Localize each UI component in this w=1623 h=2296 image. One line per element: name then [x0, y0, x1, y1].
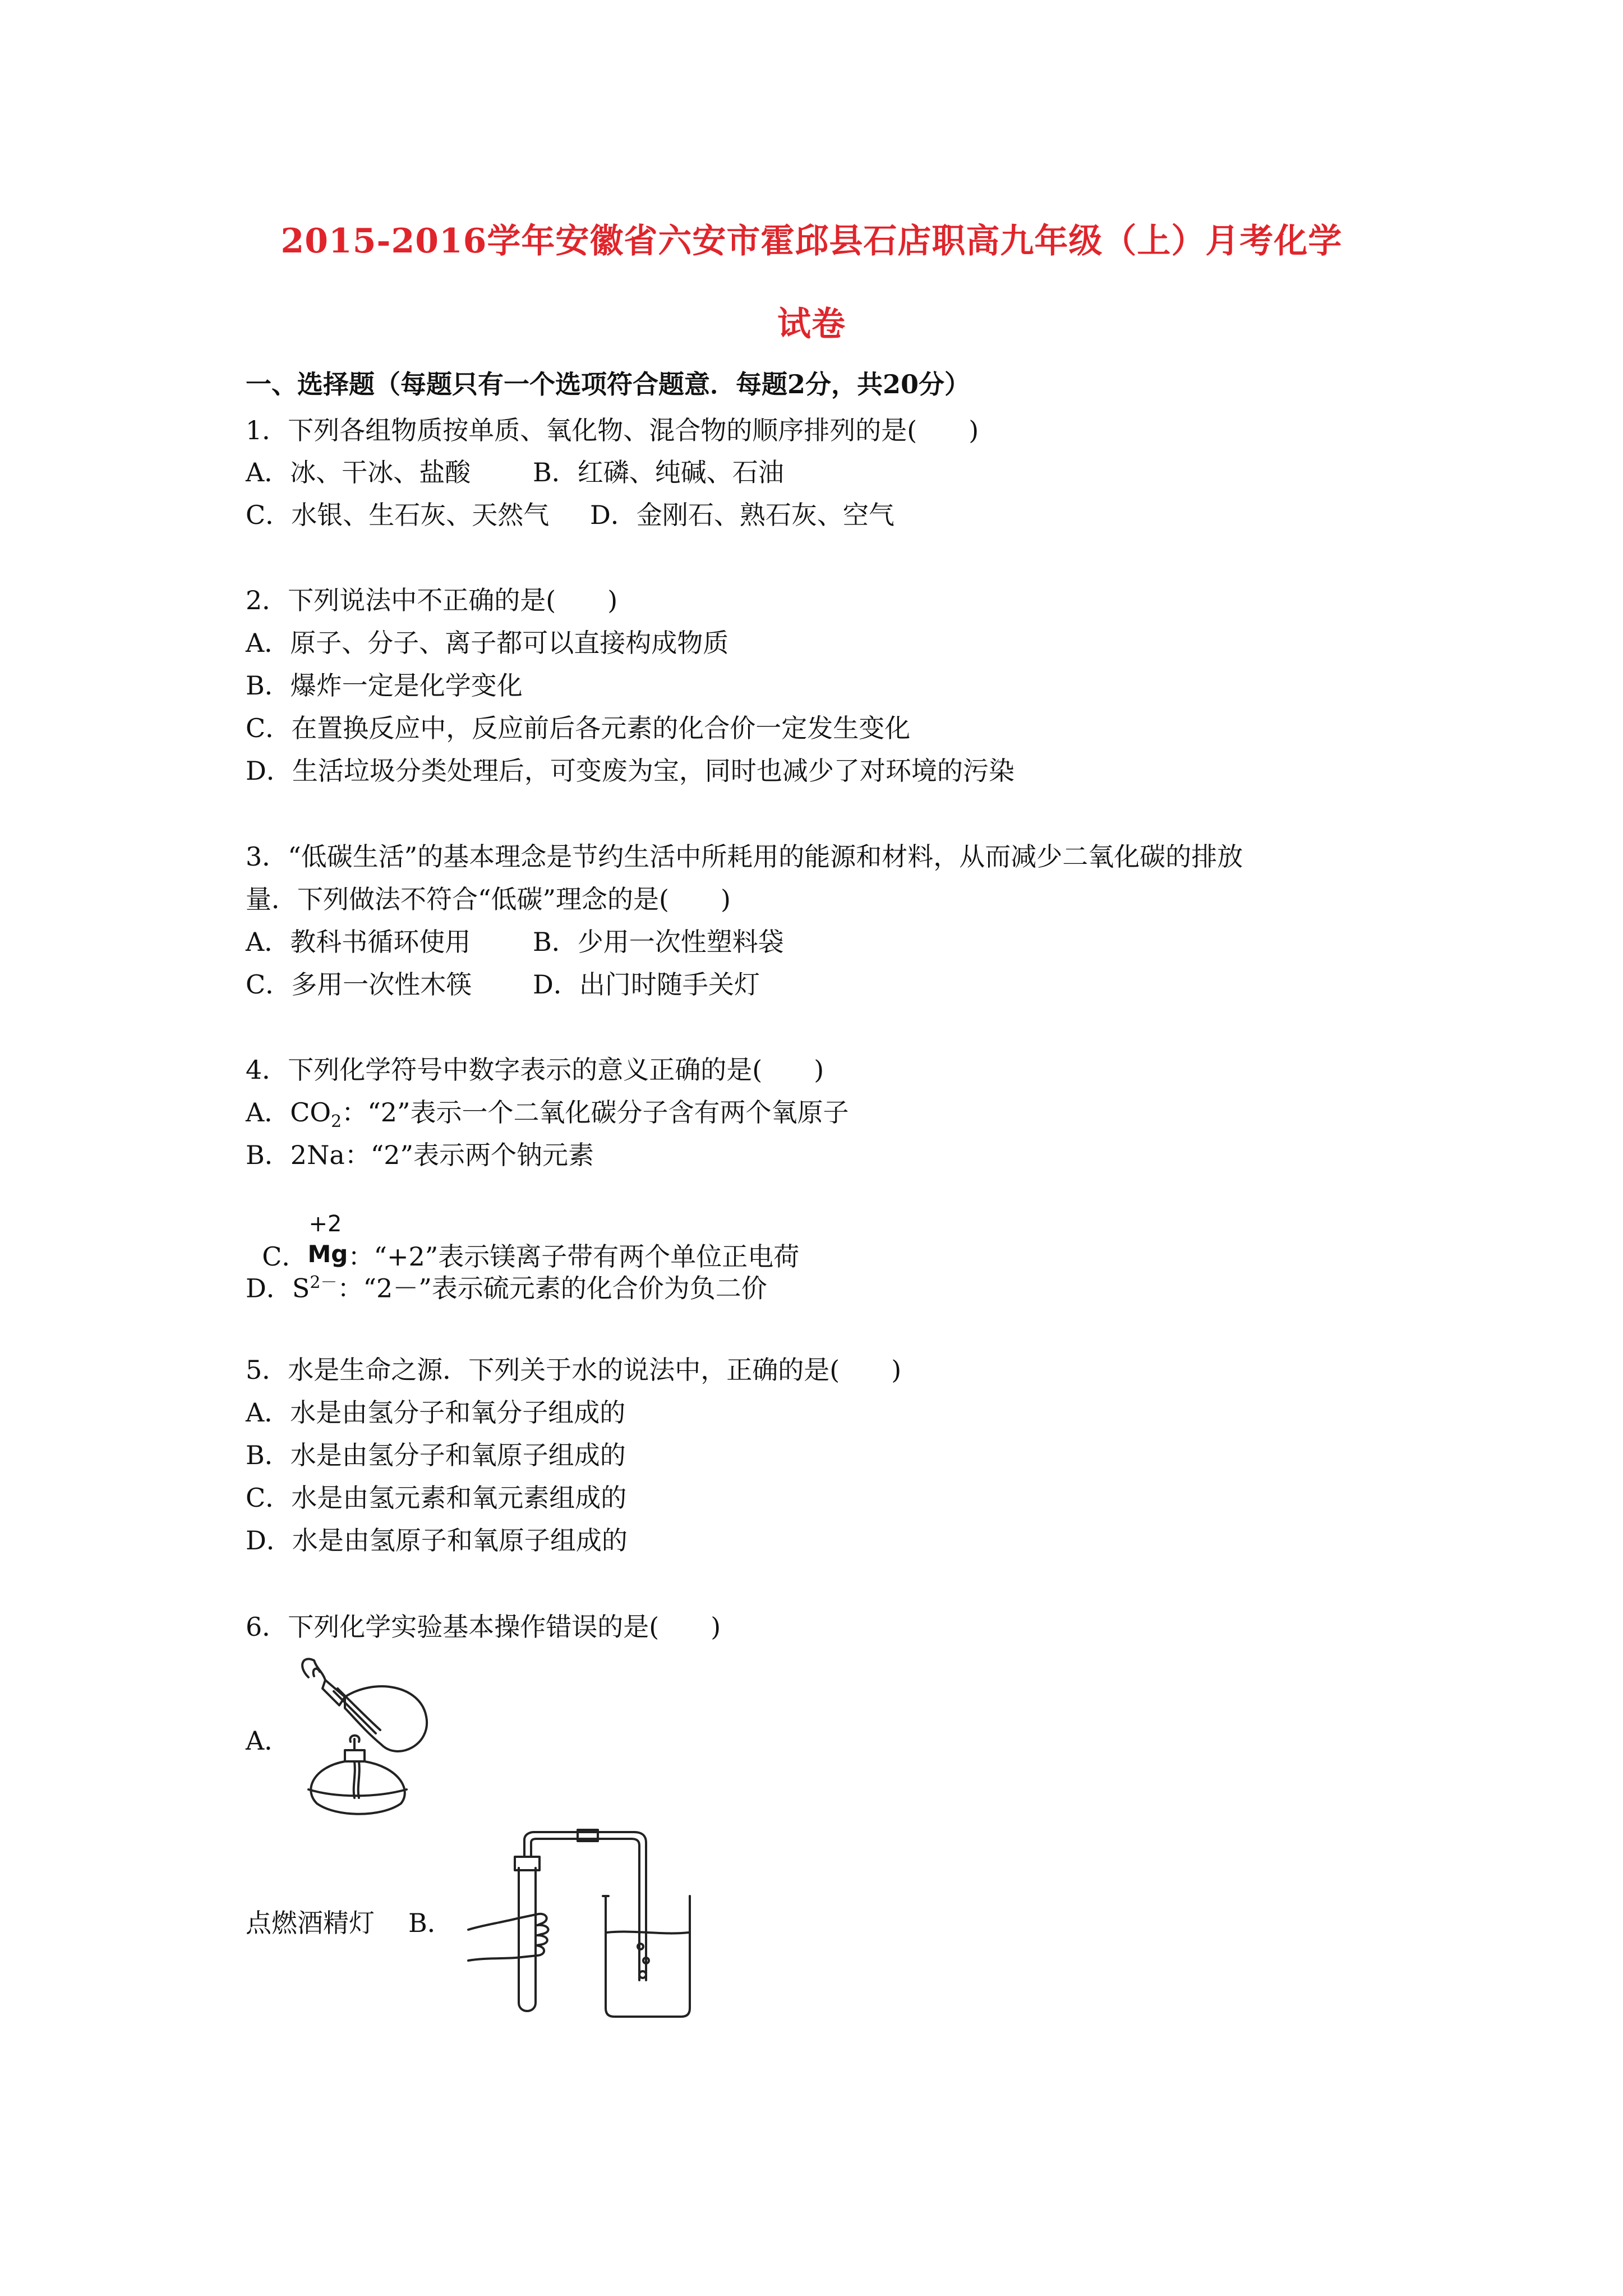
question-4-option-d: D．$S^{2-}$：“2－”表示硫元素的化合价为负二价 [246, 1273, 767, 1304]
question-3-option-c: C．多用一次性木筷 [246, 969, 472, 1000]
question-6-option-b-label: B． [408, 1908, 453, 1938]
mg-valence-symbol: +2 Mg [307, 1211, 348, 1268]
alcohol-lamp-lighting-figure [292, 1655, 449, 1823]
question-2-option-d: D．生活垃圾分类处理后，可变废为宝，同时也减少了对环境的污染 [246, 756, 1015, 786]
section-heading: 一、选择题（每题只有一个选项符合题意．每题2分，共20分） [246, 369, 971, 399]
question-5-option-d: D．水是由氢原子和氧原子组成的 [246, 1525, 628, 1556]
question-6-option-a-caption: 点燃酒精灯 B． [246, 1908, 453, 1938]
question-3-option-b: B．少用一次性塑料袋 [533, 927, 784, 957]
question-5-stem: 5．水是生命之源．下列关于水的说法中，正确的是( ) [246, 1355, 902, 1385]
question-2-option-c: C．在置换反应中，反应前后各元素的化合价一定发生变化 [246, 713, 911, 743]
question-2-option-b: B．爆炸一定是化学变化 [246, 670, 523, 701]
airtightness-check-figure [465, 1829, 701, 2019]
question-1-stem: 1．下列各组物质按单质、氧化物、混合物的顺序排列的是( ) [246, 415, 979, 445]
question-6-stem: 6．下列化学实验基本操作错误的是( ) [246, 1612, 721, 1642]
question-3-option-a: A．教科书循环使用 [246, 927, 471, 957]
question-4-option-b: B．2Na：“2”表示两个钠元素 [246, 1140, 594, 1170]
document-title-line1: 2015-2016学年安徽省六安市霍邱县石店职高九年级（上）月考化学 [280, 222, 1343, 261]
question-3-stem-line2: 量．下列做法不符合“低碳”理念的是( ) [246, 884, 731, 914]
question-4-option-a: A．$CO_2$：“2”表示一个二氧化碳分子含有两个氧原子 [246, 1097, 849, 1132]
co2-formula: A．$CO_2$ [246, 1097, 342, 1132]
question-5-option-a: A．水是由氢分子和氧分子组成的 [246, 1397, 626, 1428]
question-2-stem: 2．下列说法中不正确的是( ) [246, 585, 618, 615]
question-3-option-d: D．出门时随手关灯 [533, 969, 760, 1000]
question-2-option-a: A．原子、分子、离子都可以直接构成物质 [246, 628, 729, 658]
question-3-stem-line1: 3．“低碳生活”的基本理念是节约生活中所耗用的能源和材料，从而减少二氧化碳的排放 [246, 841, 1243, 872]
question-1-option-c: C．水银、生石灰、天然气 [246, 500, 550, 530]
question-1-option-d: D．金刚石、熟石灰、空气 [590, 500, 895, 530]
question-5-option-b: B．水是由氢分子和氧原子组成的 [246, 1440, 626, 1470]
question-5-option-c: C．水是由氢元素和氧元素组成的 [246, 1483, 627, 1513]
question-1-option-a: A．冰、干冰、盐酸 [246, 457, 471, 487]
question-4-option-c: C． +2 Mg ：“+2”表示镁离子带有两个单位正电荷 [246, 1206, 799, 1273]
question-4-stem: 4．下列化学符号中数字表示的意义正确的是( ) [246, 1055, 824, 1085]
document-title-line2: 试卷 [777, 305, 846, 344]
question-1-option-b: B．红磷、纯碱、石油 [533, 457, 784, 487]
question-6-option-a-label: A． [246, 1726, 291, 1756]
